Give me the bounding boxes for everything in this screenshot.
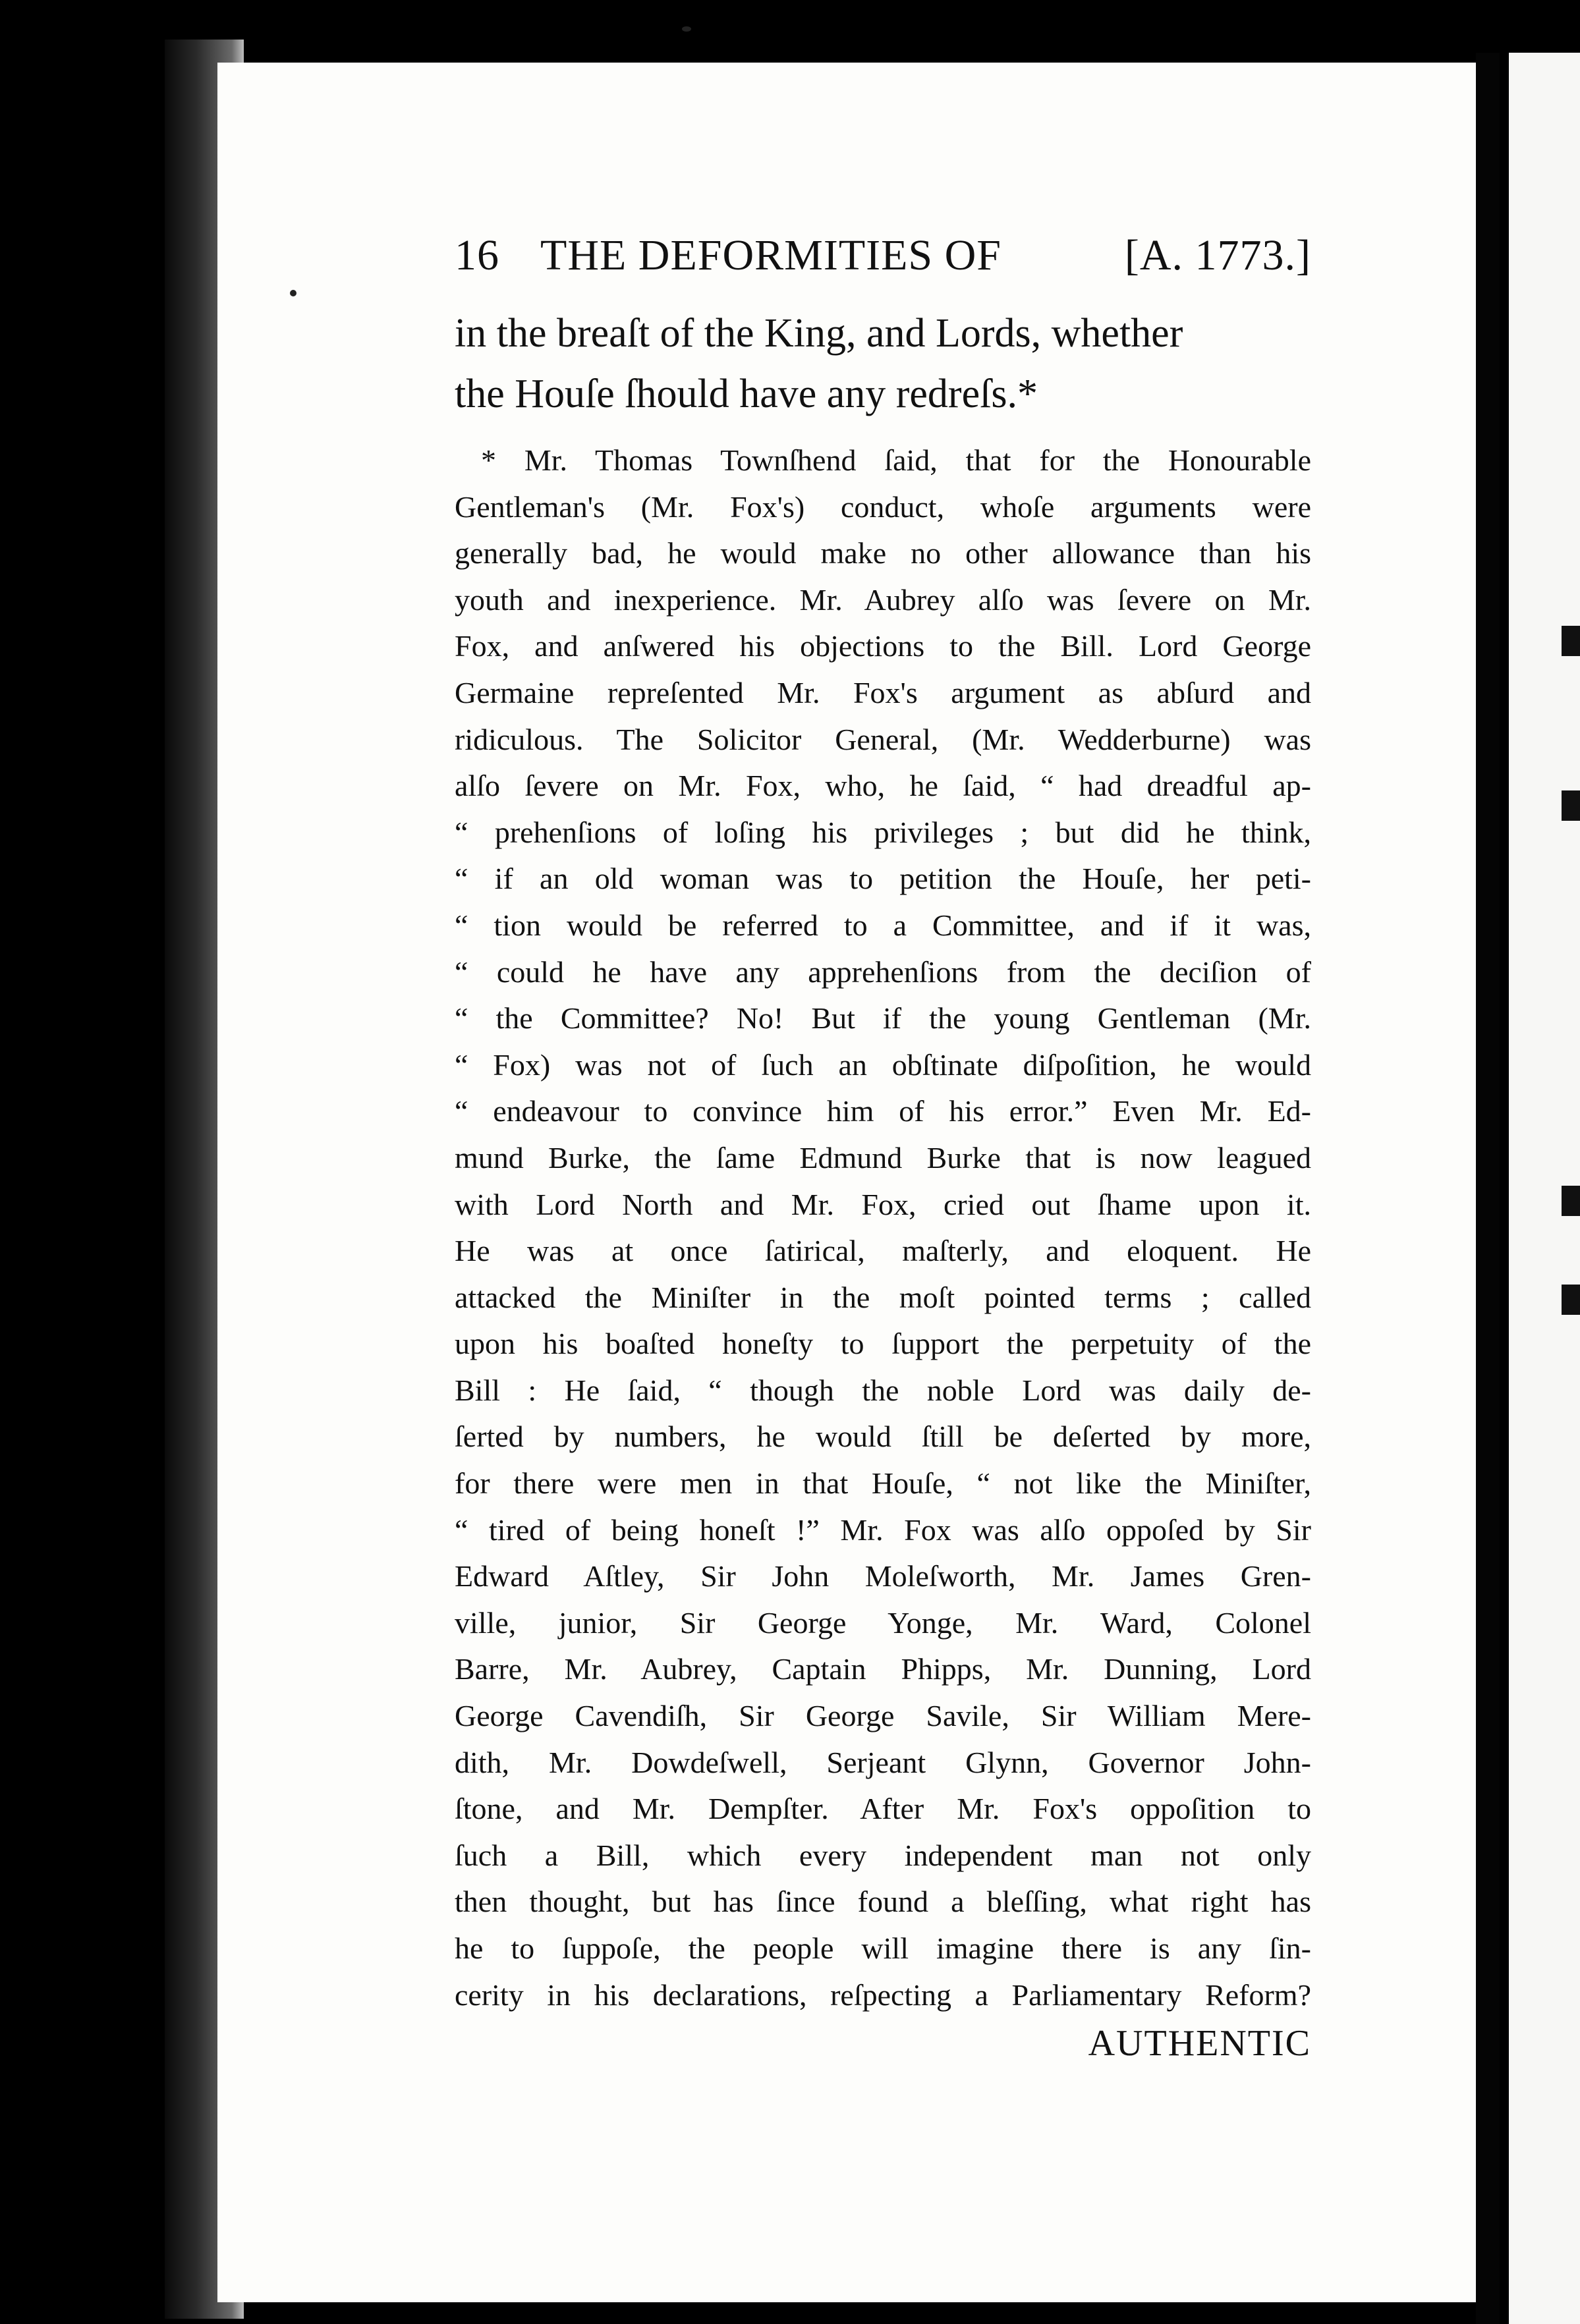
footnote-line: “ tired of being honeſt !” Mr. Fox was alſo oppoſed by Sir: [455, 1512, 1311, 1547]
main-text: [455, 303, 1311, 424]
footnote: [455, 437, 1311, 2018]
footnote-line: “ if an old woman was to petition the Houſe, her peti-: [455, 862, 1311, 896]
footnote-line: youth and inexperience. Mr. Aubrey alſo was ſevere on Mr.: [455, 582, 1311, 617]
footnote-line: He was at once ſatirical, maſterly, and eloquent. He: [455, 1234, 1311, 1268]
speck: [682, 26, 691, 32]
page-number: 16: [455, 231, 499, 279]
footnote-line: generally bad, he would make no other allowance than his: [455, 536, 1311, 570]
footnote-line: for there were men in that Houſe, “ not like the Miniſter,: [455, 1466, 1311, 1501]
footnote-line: Edward Aſtley, Sir John Moleſworth, Mr. James Gren-: [455, 1559, 1311, 1593]
footnote-line: cerity in his declarations, reſpecting a Parliamentary Reform?: [455, 1978, 1311, 2012]
footnote-line: Barre, Mr. Aubrey, Captain Phipps, Mr. Dunning, Lord: [455, 1652, 1311, 1686]
footnote-line: “ could he have any apprehenſions from the deciſion of: [455, 954, 1311, 989]
main-text-line: in the breaſt of the King, and Lords, whether: [455, 311, 1183, 356]
footnote-line: mund Burke, the ſame Edmund Burke that is now leagued: [455, 1140, 1311, 1175]
facing-page-letter-fragment: [1562, 1285, 1580, 1315]
footnote-line: “ endeavour to convince him of his error.” Even Mr. Ed-: [455, 1094, 1311, 1128]
facing-page-gutter: [1476, 53, 1500, 2324]
footnote-line: “ the Committee? No! But if the young Gentleman (Mr.: [455, 1001, 1311, 1036]
running-title: THE DEFORMITIES OF: [540, 231, 1002, 279]
speck: [290, 290, 296, 296]
footnote-line: he to ſuppoſe, the people will imagine there is any ſin-: [455, 1931, 1311, 1965]
footnote-line: “ prehenſions of loſing his privileges ; but did he think,: [455, 815, 1311, 849]
catchword: AUTHENTIC: [1088, 2023, 1311, 2064]
main-text-line: the Houſe ſhould have any redreſs.*: [455, 372, 1038, 416]
running-date: [A. 1773.]: [1124, 231, 1311, 279]
footnote-line: ſerted by numbers, he would ſtill be deſerted by more,: [455, 1420, 1311, 1454]
footnote-line: Fox, and anſwered his objections to the Bill. Lord George: [455, 629, 1311, 663]
footnote-line: “ Fox) was not of ſuch an obſtinate diſpoſition, he would: [455, 1047, 1311, 1082]
footnote-line: ridiculous. The Solicitor General, (Mr. Wedderburne) was: [455, 722, 1311, 756]
footnote-line: with Lord North and Mr. Fox, cried out ſhame upon it.: [455, 1187, 1311, 1221]
footnote-line: attacked the Miniſter in the moſt pointed terms ; called: [455, 1280, 1311, 1314]
footnote-line: “ tion would be referred to a Committee, and if it was,: [455, 908, 1311, 942]
facing-page-letter-fragment: [1562, 626, 1580, 656]
footnote-line: upon his boaſted honeſty to ſupport the perpetuity of the: [455, 1327, 1311, 1361]
footnote-line: George Cavendiſh, Sir George Savile, Sir William Mere-: [455, 1699, 1311, 1733]
footnote-line: * Mr. Thomas Townſhend ſaid, that for the Honourable: [481, 443, 1311, 477]
running-header: [455, 217, 1311, 296]
page-text: [455, 217, 1311, 2064]
facing-page-letter-fragment: [1562, 790, 1580, 821]
footnote-line: alſo ſevere on Mr. Fox, who, he ſaid, “ had dreadful ap-: [455, 769, 1311, 803]
footnote-line: Gentleman's (Mr. Fox's) conduct, whoſe arguments were: [455, 489, 1311, 524]
facing-page-letter-fragment: [1562, 1186, 1580, 1216]
footnote-line: dith, Mr. Dowdeſwell, Serjeant Glynn, Governor John-: [455, 1745, 1311, 1779]
footnote-line: Germaine repreſented Mr. Fox's argument as abſurd and: [455, 675, 1311, 709]
footnote-line: then thought, but has ſince found a bleſſing, what right has: [455, 1885, 1311, 1919]
footnote-line: ſtone, and Mr. Dempſter. After Mr. Fox's oppoſition to: [455, 1792, 1311, 1826]
footnote-line: ſuch a Bill, which every independent man not only: [455, 1838, 1311, 1872]
footnote-line: ville, junior, Sir George Yonge, Mr. Ward, Colonel: [455, 1605, 1311, 1640]
footnote-line: Bill : He ſaid, “ though the noble Lord was daily de-: [455, 1373, 1311, 1407]
